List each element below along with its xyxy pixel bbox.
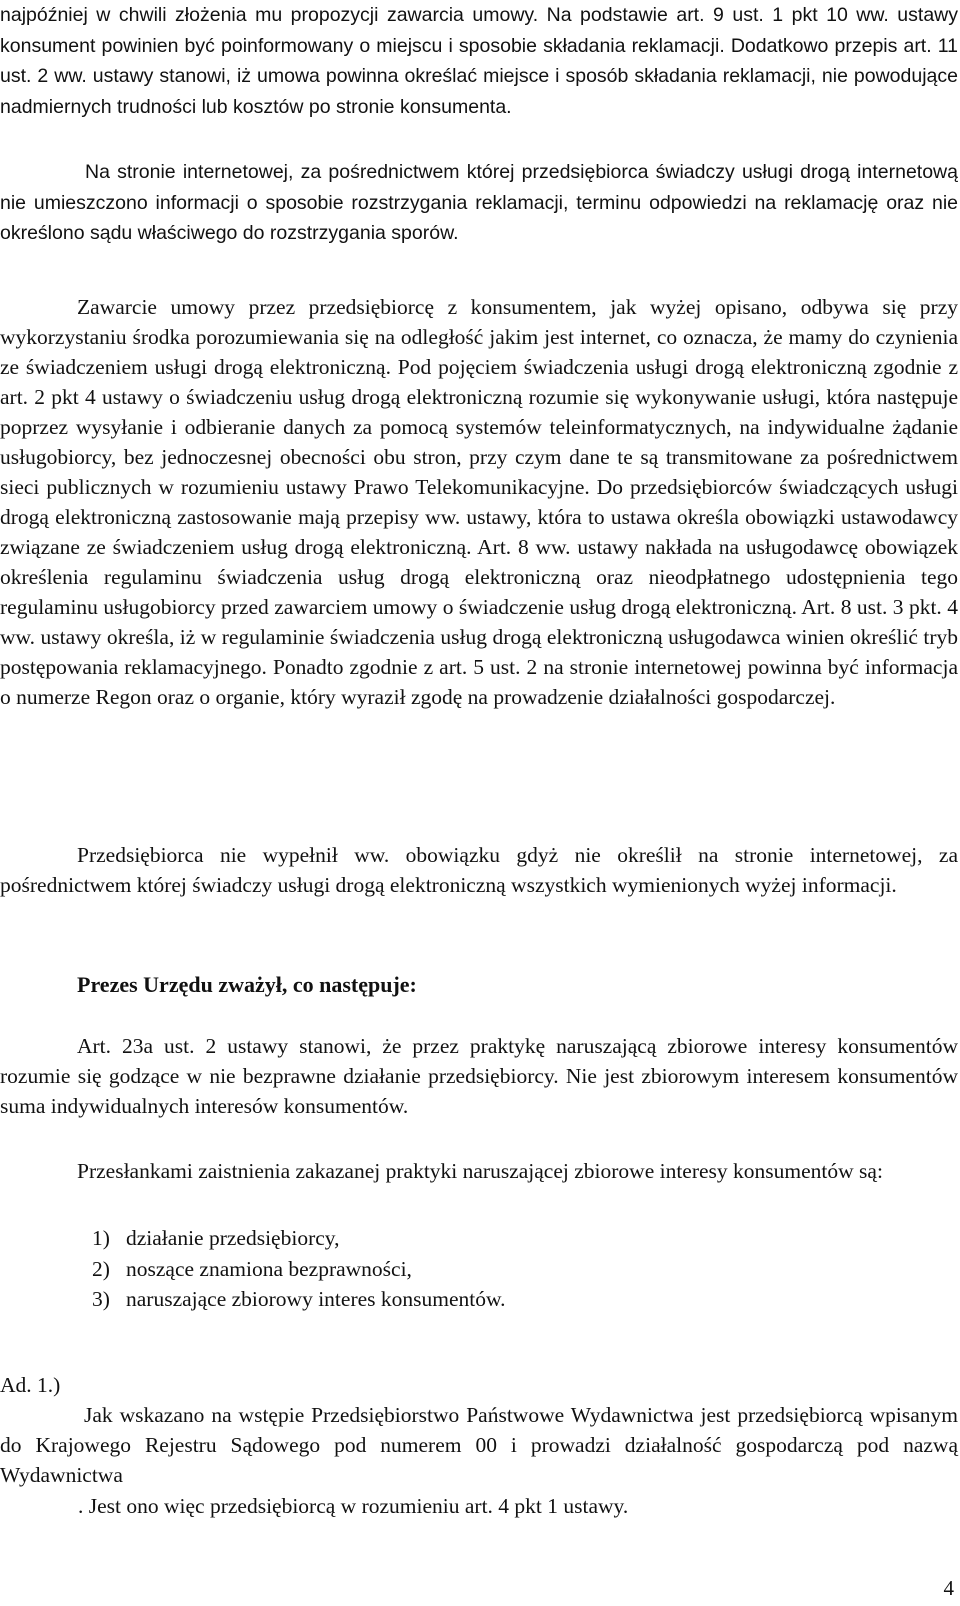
section-heading: Prezes Urzędu zważył, co następuje:	[77, 972, 417, 997]
paragraph-conclusion: . Jest ono więc przedsiębiorcą w rozumieniu art. 4 pkt 1 ustawy.	[78, 1494, 629, 1518]
paragraph-electronic-services: Zawarcie umowy przez przedsiębiorcę z konsumentem, jak wyżej opisano, odbywa się przy wykorzystaniu środka porozumiewania się na odległość jakim jest internet, co oznacza, że mamy do czynienia ze świadczeniem usługi drogą elektroniczną. Pod pojęciem świadczenia usługi drogą elektroniczną zgodnie z art. 2 pkt 4 ustawy o świadczeniu usług drogą elektroniczną rozumie się wykonywanie usługi, która następuje poprzez wysyłanie i odbieranie danych za pomocą systemów teleinformatycznych, na indywidualne żądanie usługobiorcy, bez jednoczesnej obecności obu stron, przy czym dane te są transmitowane za pośrednictwem sieci publicznych w rozumieniu ustawy Prawo Telekomunikacyjne. Do przedsiębiorców świadczących usługi drogą elektroniczną zastosowanie mają przepisy ww. ustawy, która to ustawa określa obowiązki ustawodawcy związane ze świadczeniem usług drogą elektroniczną. Art. 8 ww. ustawy nakłada na usługodawcę obowiązek określenia regulaminu świadczenia usług drogą elektroniczną oraz nieodpłatnego udostępnienia tego regulaminu usługobiorcy przed zawarciem umowy o świadczenie usług drogą elektroniczną. Art. 8 ust. 3 pkt. 4 ww. ustawy określa, iż w regulaminie świadczenia usług drogą elektroniczną usługodawca winien określić tryb postępowania reklamacyjnego. Ponadto zgodnie z art. 5 ust. 2 na stronie internetowej powinna być informacja o numerze Regon oraz o organie, który wyraził zgodę na prowadzenie działalności gospodarczej.	[0, 295, 958, 709]
paragraph-obligation-not-fulfilled: Przedsiębiorca nie wypełnił ww. obowiązku gdyż nie określił na stronie internetowej, za pośrednictwem której świadczy usługi drogą elektroniczną wszystkich wymienionych wyżej informacji.	[0, 843, 958, 897]
ad-marker: Ad. 1.)	[0, 1373, 61, 1397]
list-item: 1) działanie przedsiębiorcy,	[92, 1226, 340, 1250]
paragraph-website-missing-info: Na stronie internetowej, za pośrednictwem której przedsiębiorca świadczy usługi drogą internetową nie umieszczono informacji o sposobie rozstrzygania reklamacji, terminu odpowiedzi na reklamację oraz nie określono sądu właściwego do rozstrzygania sporów.	[0, 161, 958, 244]
paragraph-art-23a: Art. 23a ust. 2 ustawy stanowi, że przez praktykę naruszającą zbiorowe interesy konsumentów rozumie się godzące w nie bezprawne działanie przedsiębiorcy. Nie jest zbiorowym interesem konsumentów suma indywidualnych interesów konsumentów.	[0, 1034, 958, 1118]
page-number: 4	[943, 1576, 954, 1600]
paragraph-premises: Przesłankami zaistnienia zakazanej praktyki naruszającej zbiorowe interesy konsumentów są:	[77, 1159, 883, 1183]
list-item: 3) naruszające zbiorowy interes konsumentów.	[92, 1287, 506, 1311]
premises-list	[92, 1223, 506, 1315]
list-item: 2) noszące znamiona bezprawności,	[92, 1256, 412, 1281]
paragraph-complaints-obligation: najpóźniej w chwili złożenia mu propozycji zawarcia umowy. Na podstawie art. 9 ust. 1 pkt 10 ww. ustawy konsument powinien być poinformowany o miejscu i sposobie składania reklamacji. Dodatkowo przepis art. 11 ust. 2 ww. ustawy stanowi, iż umowa powinna określać miejsce i sposób składania reklamacji, nie powodujące nadmiernych trudności lub kosztów po stronie konsumenta.	[0, 4, 958, 118]
paragraph-entrepreneur: Jak wskazano na wstępie Przedsiębiorstwo Państwowe Wydawnictwa jest przedsiębiorcą wpisanym do Krajowego Rejestru Sądowego pod numerem 00 i prowadzi działalność gospodarczą pod nazwą Wydawnictwa	[0, 1403, 958, 1487]
